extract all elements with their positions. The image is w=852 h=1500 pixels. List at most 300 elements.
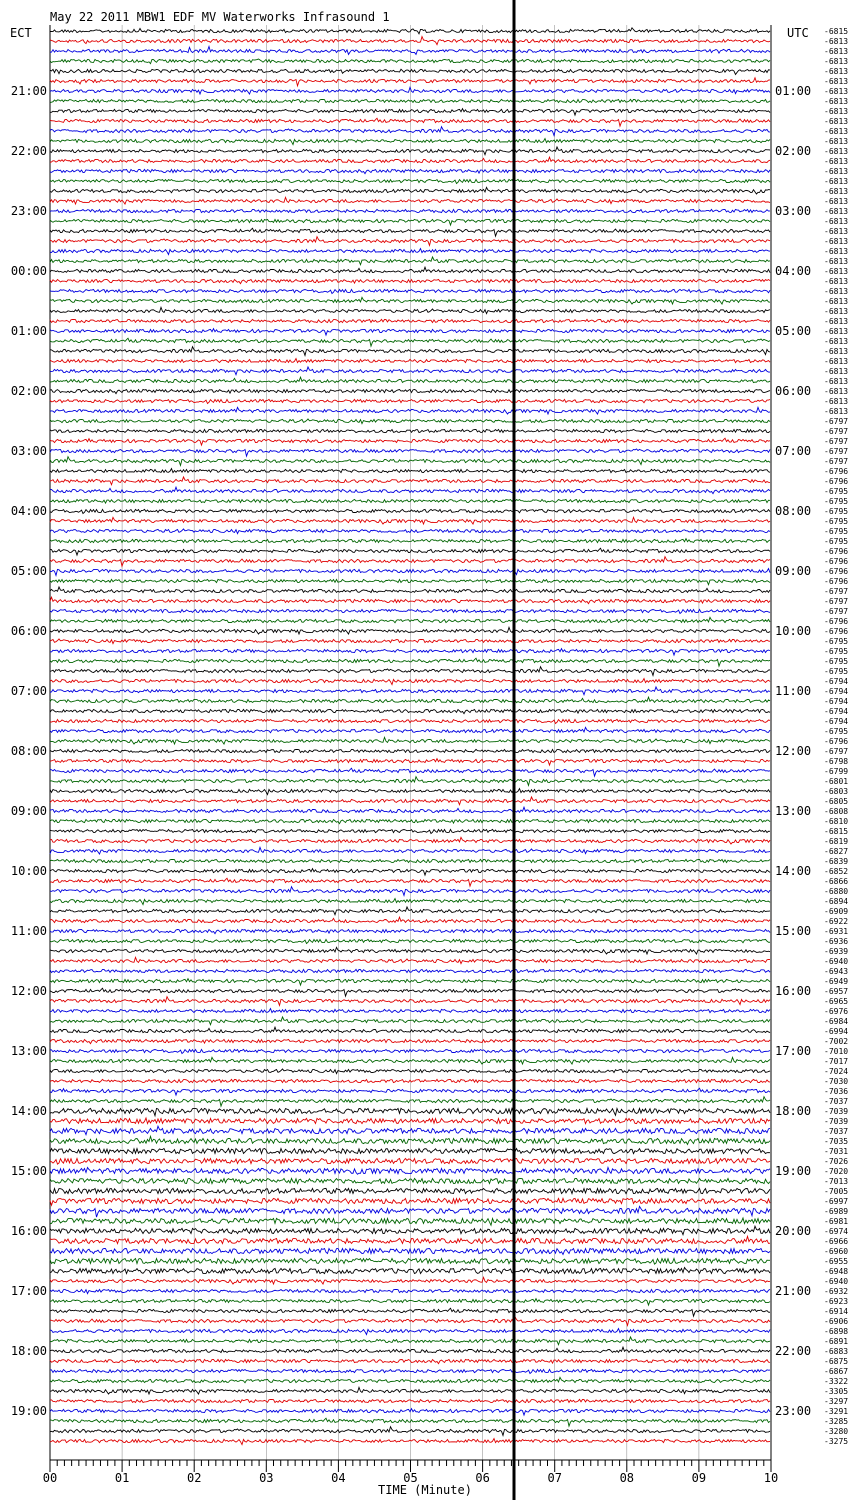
trace-111 [50, 1136, 770, 1144]
left-hour-label-22: 19:00 [10, 1404, 47, 1418]
trace-offset-88: -6909 [824, 907, 849, 916]
trace-offset-74: -6799 [824, 767, 849, 776]
trace-125 [50, 1277, 770, 1284]
trace-133 [50, 1359, 770, 1363]
trace-offset-25: -6813 [824, 277, 849, 286]
trace-offset-112: -7031 [824, 1147, 849, 1156]
trace-16 [50, 187, 770, 194]
x-tick-label-08: 08 [619, 1471, 635, 1485]
trace-offset-140: -3280 [824, 1427, 849, 1436]
trace-offset-138: -3291 [824, 1407, 849, 1416]
trace-offset-127: -6923 [824, 1297, 849, 1306]
trace-126 [50, 1289, 770, 1293]
trace-offset-131: -6891 [824, 1337, 849, 1346]
trace-47 [50, 499, 770, 503]
trace-offset-99: -6984 [824, 1017, 849, 1026]
trace-141 [50, 1439, 770, 1445]
trace-5 [50, 78, 770, 86]
right-hour-label-19: 20:00 [775, 1224, 812, 1238]
trace-offset-49: -6795 [824, 517, 849, 526]
trace-24 [50, 267, 770, 272]
trace-offset-59: -6796 [824, 617, 849, 626]
left-hour-label-0: 21:00 [10, 84, 47, 98]
trace-10 [50, 127, 770, 136]
trace-34 [50, 367, 770, 375]
trace-offset-114: -7020 [824, 1167, 849, 1176]
trace-18 [50, 209, 770, 212]
trace-99 [50, 1017, 770, 1025]
trace-69 [50, 719, 770, 723]
trace-56 [50, 587, 770, 593]
trace-offset-80: -6815 [824, 827, 849, 836]
trace-0 [50, 28, 770, 34]
trace-offset-83: -6839 [824, 857, 849, 866]
trace-83 [50, 859, 770, 862]
left-hour-label-21: 18:00 [10, 1344, 47, 1358]
trace-offset-64: -6795 [824, 667, 849, 676]
trace-8 [50, 109, 770, 115]
left-hour-label-7: 04:00 [10, 504, 47, 518]
trace-88 [50, 907, 770, 915]
x-tick-label-02: 02 [186, 1471, 202, 1485]
trace-offset-130: -6898 [824, 1327, 849, 1336]
x-axis [43, 1460, 778, 1485]
left-hour-label-11: 08:00 [10, 744, 47, 758]
trace-offset-96: -6957 [824, 987, 849, 996]
trace-offset-30: -6813 [824, 327, 849, 336]
trace-offset-67: -6794 [824, 697, 849, 706]
trace-116 [50, 1188, 770, 1193]
trace-31 [50, 338, 770, 346]
right-zone-label: UTC [787, 26, 809, 40]
trace-offset-21: -6813 [824, 237, 849, 246]
trace-offset-122: -6960 [824, 1247, 849, 1256]
trace-27 [50, 297, 770, 304]
trace-25 [50, 279, 770, 283]
trace-offset-28: -6813 [824, 307, 849, 316]
trace-104 [50, 1069, 770, 1074]
trace-122 [50, 1248, 770, 1254]
trace-offset-65: -6794 [824, 677, 849, 686]
trace-offset-36: -6813 [824, 387, 849, 396]
trace-90 [50, 929, 770, 933]
left-hour-label-3: 00:00 [10, 264, 47, 278]
trace-offset-56: -6797 [824, 587, 849, 596]
trace-137 [50, 1399, 770, 1402]
trace-44 [50, 469, 770, 473]
trace-23 [50, 257, 770, 265]
trace-offset-17: -6813 [824, 197, 849, 206]
trace-offset-53: -6796 [824, 557, 849, 566]
left-hour-label-14: 11:00 [10, 924, 47, 938]
left-hour-label-2: 23:00 [10, 204, 47, 218]
trace-67 [50, 697, 770, 702]
left-hour-label-12: 09:00 [10, 804, 47, 818]
trace-offset-40: -6797 [824, 427, 849, 436]
trace-117 [50, 1198, 770, 1205]
trace-offset-119: -6981 [824, 1217, 849, 1226]
trace-128 [50, 1308, 770, 1316]
trace-54 [50, 569, 770, 576]
left-hour-label-17: 14:00 [10, 1104, 47, 1118]
trace-71 [50, 737, 770, 744]
seismic-traces [50, 28, 770, 1445]
trace-offset-2: -6813 [824, 47, 849, 56]
trace-offset-10: -6813 [824, 127, 849, 136]
trace-offset-1: -6813 [824, 37, 849, 46]
trace-1 [50, 37, 770, 45]
trace-offset-86: -6880 [824, 887, 849, 896]
trace-109 [50, 1118, 770, 1124]
trace-offset-111: -7035 [824, 1137, 849, 1146]
trace-offset-62: -6795 [824, 647, 849, 656]
trace-offset-16: -6813 [824, 187, 849, 196]
trace-offset-105: -7030 [824, 1077, 849, 1086]
trace-offset-84: -6852 [824, 867, 849, 876]
trace-offset-12: -6813 [824, 147, 849, 156]
trace-offset-6: -6813 [824, 87, 849, 96]
trace-offset-89: -6922 [824, 917, 849, 926]
trace-134 [50, 1369, 770, 1373]
trace-offset-87: -6894 [824, 897, 849, 906]
trace-14 [50, 169, 770, 173]
trace-138 [50, 1409, 770, 1415]
trace-offset-71: -6796 [824, 737, 849, 746]
trace-offset-113: -7026 [824, 1157, 849, 1166]
trace-offset-42: -6797 [824, 447, 849, 456]
trace-2 [50, 46, 770, 54]
trace-offset-45: -6796 [824, 477, 849, 486]
trace-offset-98: -6976 [824, 1007, 849, 1016]
left-hour-label-1: 22:00 [10, 144, 47, 158]
trace-103 [50, 1057, 770, 1064]
trace-30 [50, 329, 770, 335]
right-hour-label-6: 07:00 [775, 444, 812, 458]
trace-offset-133: -6875 [824, 1357, 849, 1366]
trace-offset-11: -6813 [824, 137, 849, 146]
trace-62 [50, 649, 770, 655]
left-hour-label-18: 15:00 [10, 1164, 47, 1178]
trace-offset-92: -6939 [824, 947, 849, 956]
trace-offset-labels [824, 27, 848, 1446]
trace-49 [50, 517, 770, 524]
right-hour-label-7: 08:00 [775, 504, 812, 518]
right-hour-label-21: 22:00 [775, 1344, 812, 1358]
trace-42 [50, 449, 770, 456]
trace-118 [50, 1206, 770, 1217]
trace-offset-100: -6994 [824, 1027, 849, 1036]
trace-101 [50, 1039, 770, 1043]
right-hour-label-16: 17:00 [775, 1044, 812, 1058]
left-hour-label-8: 05:00 [10, 564, 47, 578]
trace-70 [50, 727, 770, 732]
trace-offset-108: -7039 [824, 1107, 849, 1116]
trace-85 [50, 878, 770, 886]
trace-51 [50, 539, 770, 543]
trace-59 [50, 617, 770, 622]
right-hour-label-9: 10:00 [775, 624, 812, 638]
trace-76 [50, 789, 770, 795]
trace-81 [50, 837, 770, 844]
left-hour-label-10: 07:00 [10, 684, 47, 698]
trace-9 [50, 118, 770, 126]
right-hour-label-11: 12:00 [775, 744, 812, 758]
left-hour-label-4: 01:00 [10, 324, 47, 338]
trace-95 [50, 979, 770, 985]
trace-offset-115: -7013 [824, 1177, 849, 1186]
trace-offset-126: -6932 [824, 1287, 849, 1296]
right-hour-label-2: 03:00 [775, 204, 812, 218]
trace-offset-109: -7039 [824, 1117, 849, 1126]
trace-offset-48: -6795 [824, 507, 849, 516]
trace-114 [50, 1168, 770, 1175]
trace-129 [50, 1317, 770, 1326]
right-hour-label-0: 01:00 [775, 84, 812, 98]
trace-offset-76: -6803 [824, 787, 849, 796]
trace-offset-97: -6965 [824, 997, 849, 1006]
trace-offset-129: -6906 [824, 1317, 849, 1326]
trace-offset-61: -6795 [824, 637, 849, 646]
trace-41 [50, 438, 770, 445]
chart-title: May 22 2011 MBW1 EDF MV Waterworks Infrasound 1 [50, 10, 390, 24]
trace-113 [50, 1158, 770, 1164]
trace-offset-26: -6813 [824, 287, 849, 296]
trace-offset-82: -6827 [824, 847, 849, 856]
trace-66 [50, 687, 770, 695]
trace-73 [50, 759, 770, 765]
trace-offset-22: -6813 [824, 247, 849, 256]
left-hour-label-6: 03:00 [10, 444, 47, 458]
trace-offset-34: -6813 [824, 367, 849, 376]
trace-offset-23: -6813 [824, 257, 849, 266]
trace-offset-85: -6866 [824, 877, 849, 886]
trace-offset-31: -6813 [824, 337, 849, 346]
right-hour-label-14: 15:00 [775, 924, 812, 938]
trace-19 [50, 219, 770, 225]
trace-124 [50, 1268, 770, 1274]
x-tick-label-01: 01 [114, 1471, 130, 1485]
right-hour-label-1: 02:00 [775, 144, 812, 158]
right-hour-label-5: 06:00 [775, 384, 812, 398]
trace-offset-52: -6796 [824, 547, 849, 556]
trace-offset-32: -6813 [824, 347, 849, 356]
trace-68 [50, 709, 770, 713]
trace-78 [50, 807, 770, 812]
trace-119 [50, 1218, 770, 1225]
trace-offset-55: -6796 [824, 577, 849, 586]
left-zone-label: ECT [10, 26, 32, 40]
trace-offset-38: -6813 [824, 407, 849, 416]
trace-140 [50, 1427, 770, 1436]
right-hour-label-3: 04:00 [775, 264, 812, 278]
right-hour-label-17: 18:00 [775, 1104, 812, 1118]
trace-6 [50, 87, 770, 94]
trace-offset-135: -3322 [824, 1377, 849, 1386]
trace-offset-134: -6867 [824, 1367, 849, 1376]
trace-offset-58: -6797 [824, 607, 849, 616]
trace-offset-90: -6931 [824, 927, 849, 936]
left-hour-label-16: 13:00 [10, 1044, 47, 1058]
trace-136 [50, 1387, 770, 1394]
right-hour-label-15: 16:00 [775, 984, 812, 998]
trace-63 [50, 658, 770, 666]
trace-offset-141: -3275 [824, 1437, 849, 1446]
trace-46 [50, 487, 770, 493]
right-hour-label-18: 19:00 [775, 1164, 812, 1178]
trace-55 [50, 579, 770, 584]
trace-offset-33: -6813 [824, 357, 849, 366]
trace-offset-73: -6798 [824, 757, 849, 766]
trace-131 [50, 1337, 770, 1345]
left-hour-label-15: 12:00 [10, 984, 47, 998]
trace-offset-51: -6795 [824, 537, 849, 546]
trace-offset-50: -6795 [824, 527, 849, 536]
trace-offset-63: -6795 [824, 657, 849, 666]
trace-61 [50, 639, 770, 644]
trace-offset-72: -6797 [824, 747, 849, 756]
trace-139 [50, 1418, 770, 1426]
trace-28 [50, 307, 770, 313]
trace-82 [50, 847, 770, 854]
trace-87 [50, 899, 770, 905]
trace-132 [50, 1347, 770, 1352]
trace-offset-104: -7024 [824, 1067, 849, 1076]
trace-89 [50, 917, 770, 922]
trace-21 [50, 237, 770, 246]
trace-offset-15: -6813 [824, 177, 849, 186]
trace-58 [50, 609, 770, 613]
right-hour-label-22: 23:00 [775, 1404, 812, 1418]
trace-offset-60: -6796 [824, 627, 849, 636]
trace-offset-94: -6943 [824, 967, 849, 976]
trace-53 [50, 557, 770, 566]
trace-57 [50, 597, 770, 603]
trace-108 [50, 1108, 770, 1115]
trace-110 [50, 1126, 770, 1134]
trace-79 [50, 819, 770, 823]
x-tick-label-09: 09 [691, 1471, 707, 1485]
trace-26 [50, 289, 770, 293]
trace-offset-117: -6997 [824, 1197, 849, 1206]
trace-offset-68: -6794 [824, 707, 849, 716]
trace-offset-27: -6813 [824, 297, 849, 306]
trace-offset-70: -6795 [824, 727, 849, 736]
trace-offset-132: -6883 [824, 1347, 849, 1356]
trace-offset-139: -3285 [824, 1417, 849, 1426]
x-tick-label-10: 10 [763, 1471, 779, 1485]
trace-91 [50, 939, 770, 943]
trace-112 [50, 1148, 770, 1153]
trace-offset-13: -6813 [824, 157, 849, 166]
trace-offset-19: -6813 [824, 217, 849, 226]
trace-45 [50, 477, 770, 485]
trace-offset-7: -6813 [824, 97, 849, 106]
trace-offset-75: -6801 [824, 777, 849, 786]
trace-offset-128: -6914 [824, 1307, 849, 1316]
trace-offset-0: -6815 [824, 27, 849, 36]
trace-97 [50, 997, 770, 1006]
trace-105 [50, 1079, 770, 1082]
trace-offset-4: -6813 [824, 67, 849, 76]
trace-offset-91: -6936 [824, 937, 849, 946]
trace-offset-66: -6794 [824, 687, 849, 696]
right-hour-label-20: 21:00 [775, 1284, 812, 1298]
trace-offset-20: -6813 [824, 227, 849, 236]
trace-20 [50, 228, 770, 236]
trace-offset-39: -6797 [824, 417, 849, 426]
trace-offset-3: -6813 [824, 57, 849, 66]
trace-offset-47: -6795 [824, 497, 849, 506]
x-tick-label-03: 03 [259, 1471, 274, 1485]
left-hour-label-5: 02:00 [10, 384, 47, 398]
trace-39 [50, 419, 770, 424]
trace-77 [50, 797, 770, 805]
trace-107 [50, 1097, 770, 1106]
trace-offset-24: -6813 [824, 267, 849, 276]
left-hour-label-13: 10:00 [10, 864, 47, 878]
trace-offset-136: -3305 [824, 1387, 849, 1396]
trace-offset-107: -7037 [824, 1097, 849, 1106]
trace-102 [50, 1049, 770, 1053]
trace-offset-102: -7010 [824, 1047, 849, 1056]
trace-106 [50, 1088, 770, 1095]
trace-offset-77: -6805 [824, 797, 849, 806]
trace-35 [50, 377, 770, 382]
trace-offset-8: -6813 [824, 107, 849, 116]
trace-offset-43: -6797 [824, 457, 849, 466]
right-hour-label-10: 11:00 [775, 684, 812, 698]
trace-offset-103: -7017 [824, 1057, 849, 1066]
left-hour-label-9: 06:00 [10, 624, 47, 638]
x-tick-label-05: 05 [403, 1471, 418, 1485]
trace-37 [50, 399, 770, 403]
trace-offset-101: -7002 [824, 1037, 849, 1046]
trace-93 [50, 957, 770, 963]
trace-offset-78: -6808 [824, 807, 849, 816]
trace-offset-5: -6813 [824, 77, 849, 86]
trace-52 [50, 548, 770, 555]
x-tick-label-06: 06 [475, 1471, 490, 1485]
trace-offset-69: -6794 [824, 717, 849, 726]
trace-120 [50, 1226, 770, 1234]
trace-60 [50, 627, 770, 634]
trace-40 [50, 429, 770, 432]
trace-80 [50, 829, 770, 833]
trace-50 [50, 529, 770, 534]
trace-offset-118: -6989 [824, 1207, 849, 1216]
x-axis-label: TIME (Minute) [378, 1483, 472, 1497]
trace-75 [50, 777, 770, 786]
trace-offset-44: -6796 [824, 467, 849, 476]
trace-7 [50, 99, 770, 102]
left-hour-label-19: 16:00 [10, 1224, 47, 1238]
trace-offset-125: -6940 [824, 1277, 849, 1286]
trace-15 [50, 179, 770, 183]
trace-offset-95: -6949 [824, 977, 849, 986]
trace-offset-137: -3297 [824, 1397, 849, 1406]
trace-74 [50, 768, 770, 776]
right-hour-label-12: 13:00 [775, 804, 812, 818]
trace-121 [50, 1236, 770, 1243]
trace-offset-120: -6974 [824, 1227, 849, 1236]
trace-offset-54: -6796 [824, 567, 849, 576]
trace-64 [50, 667, 770, 676]
trace-92 [50, 947, 770, 954]
right-hour-label-13: 14:00 [775, 864, 812, 878]
trace-98 [50, 1009, 770, 1013]
trace-offset-18: -6813 [824, 207, 849, 216]
x-tick-label-04: 04 [331, 1471, 346, 1485]
